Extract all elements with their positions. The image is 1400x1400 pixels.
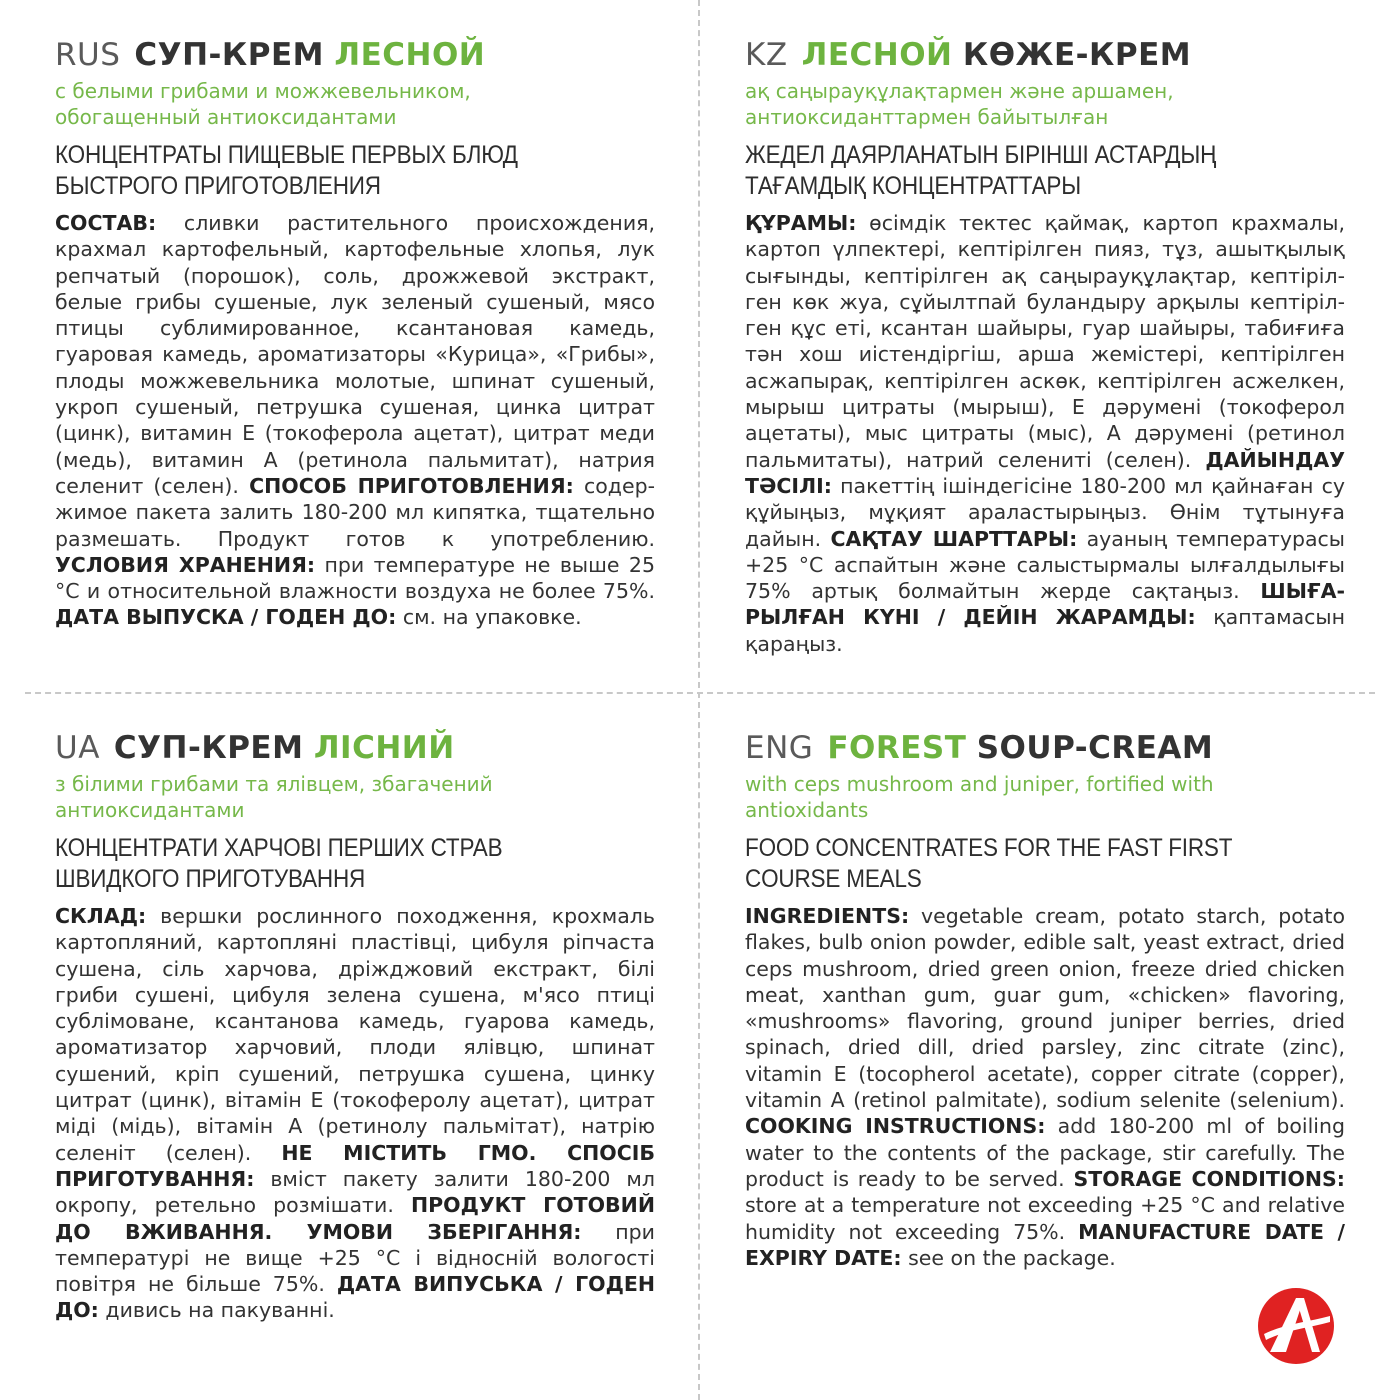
title-word-forest: ЛЕСНОЙ bbox=[801, 37, 953, 73]
product-category: ЖЕДЕЛ ДАЯРЛАНАТЫН БІРІНШІ АСТАРДЫҢ ТАҒАМДЫҚ КОНЦЕНТРАТТАРЫ bbox=[745, 141, 1217, 200]
product-category: КОНЦЕНТРАТИ ХАРЧОВІ ПЕРШИХ СТРАВ ШВИДКОГО ПРИГОТУВАННЯ bbox=[55, 834, 503, 893]
storage-heading: ПРОДУКТ ГОТОВИЙ ДО ВЖИВАННЯ. УМОВИ ЗБЕРІГАННЯ: bbox=[55, 1193, 655, 1244]
ingredients-heading: СКЛАД: bbox=[55, 904, 147, 928]
product-description bbox=[55, 903, 655, 1324]
cooking-text: пакеттің ішіндегісіне 180-200 мл қайнаған су құйыңыз, мұқият араластырыңыз. Өнім тұтынуға дайын. bbox=[745, 473, 1345, 551]
product-title-kz bbox=[745, 34, 1345, 76]
storage-text: при температурі не вище +25 °С і відносній вологості повітря не більше 75%. bbox=[55, 1219, 655, 1297]
ingredients-text: өсімдік тектес қаймақ, картоп крахмалы, картоп үлпектері, кептірілген пияз, тұз, ашытқылық сығынды, кептірілген ақ саңырауқұлақтар, кептірілген көк жуа, сұйылтпай буландыру арқылы кептірілген құс еті, ксантан шайыры, гуар шайыры, табиғиға тән хош иістендіргіш, арша жемістері, кептірілген асжапырақ, кептірілген аскөк, кептірілген асжелкен, мырыш цитраты (мырыш), Е дәрумені (токоферол ацетаты), мыс цитраты (мыс), А дәрумені (ретинол пальмитаты), натрий селениті (селен). bbox=[745, 211, 1345, 472]
cooking-text: содержимое пакета залить 180-200 мл кипятка, тщательно размешать. Продукт готов к употреблению. bbox=[55, 473, 655, 551]
product-category: КОНЦЕНТРАТЫ ПИЩЕВЫЕ ПЕРВЫХ БЛЮД БЫСТРОГО ПРИГОТОВЛЕНИЯ bbox=[55, 141, 518, 200]
title-word-soup-cream: СУП-КРЕМ bbox=[113, 730, 304, 766]
title-word-forest: ЛІСНИЙ bbox=[313, 730, 455, 766]
product-description bbox=[745, 210, 1345, 657]
storage-text: store at a temperature not exceeding +25 °C and relative humidity not exceeding 75%. bbox=[745, 1193, 1345, 1244]
storage-heading: УСЛОВИЯ ХРАНЕНИЯ: bbox=[55, 552, 316, 577]
product-title-eng bbox=[745, 727, 1345, 769]
horizontal-cut-line bbox=[25, 692, 1375, 694]
date-text: see on the package. bbox=[901, 1245, 1116, 1270]
date-text: қаптамасын қараңыз. bbox=[745, 605, 1345, 656]
storage-heading: САҚТАУ ШАРТТАРЫ: bbox=[830, 526, 1078, 551]
ingredients-heading: СОСТАВ: bbox=[55, 211, 157, 235]
product-subtitle: с белыми грибами и можжевельником, обогащенный антиоксидантами bbox=[55, 79, 471, 129]
product-subtitle: ақ саңырауқұлақтармен және аршамен, антиоксиданттармен байытылған bbox=[745, 79, 1174, 129]
title-word-forest: ЛЕСНОЙ bbox=[334, 37, 486, 73]
panel-rus bbox=[55, 34, 655, 631]
cooking-heading: ДАЙЫНДАУ ТӘСІЛІ: bbox=[745, 447, 1345, 498]
product-title-ua bbox=[55, 727, 655, 769]
ingredients-text: vegetable cream, potato starch, potato flakes, bulb onion powder, edible salt, yeast extract, dried ceps mushroom, dried green onion, freeze dried chicken meat, xanthan gum, guar gum, «chicken» flavoring, «mushrooms» flavoring, ground juniper berries, dried spinach, dried dill, dried parsley, zinc citrate (zinc), vitamin E (tocopherol acetate), copper citrate (copper), vitamin A (retinol palmitate), sodium selenite (selenium). bbox=[745, 904, 1345, 1113]
gmo-cooking-heading: НЕ МІСТИТЬ ГМО. СПОСІБ ПРИГОТУВАННЯ: bbox=[55, 1140, 655, 1191]
ingredients-heading: INGREDIENTS: bbox=[745, 904, 910, 928]
date-heading: MANUFACTURE DATE / EXPIRY DATE: bbox=[745, 1219, 1346, 1270]
title-word-forest: FOREST bbox=[827, 730, 967, 766]
product-subtitle: з білими грибами та ялівцем, збагачений антиоксидантами bbox=[55, 772, 493, 822]
date-heading: ШЫҒАРЫЛҒАН КҮНІ / ДЕЙІН ЖАРАМДЫ: bbox=[745, 579, 1345, 630]
ingredients-text: сливки растительного происхождения, крахмал картофельный, картофельные хлопья, лук репчатый (порошок), соль, дрожжевой экстракт, белые грибы сушеные, лук зеленый сушеный, мясо птицы сублимированное, ксантановая камедь, гуаровая камедь, ароматизаторы «Курица», «Грибы», плоды можжевельника молотые, шпинат сушеный, укроп сушеный, петрушка сушеная, цинка цитрат (цинк), витамин Е (токоферола ацетат), цитрат меди (медь), витамин А (ретинола пальмитат), натрия селенит (селен). bbox=[55, 211, 655, 498]
panel-kz bbox=[745, 34, 1345, 657]
brand-logo-icon bbox=[1256, 1286, 1336, 1366]
date-text: дивись на пакуванні. bbox=[98, 1298, 335, 1323]
cooking-heading: COOKING INSTRUCTIONS: bbox=[745, 1114, 1046, 1139]
title-word-soup-cream: КӨЖЕ-КРЕМ bbox=[962, 37, 1192, 73]
title-word-soup-cream: СУП-КРЕМ bbox=[134, 37, 324, 73]
product-subtitle: with ceps mushroom and juniper, fortified with antioxidants bbox=[745, 772, 1214, 822]
panel-ua bbox=[55, 727, 655, 1324]
ingredients-heading: ҚҰРАМЫ: bbox=[745, 211, 857, 235]
title-word-soup-cream: SOUP-CREAM bbox=[976, 730, 1214, 766]
product-title-rus bbox=[55, 34, 655, 76]
storage-text: ауаның температурасы +25 °С аспайтын және салыстырмалы ылғалдылығы 75% артық болмайтын жерде сақтаңыз. bbox=[745, 526, 1345, 604]
product-description bbox=[55, 210, 655, 631]
product-description bbox=[745, 903, 1345, 1271]
vertical-cut-line bbox=[698, 0, 700, 1400]
date-heading: ДАТА ВИПУСЬКА / ГОДЕН ДО: bbox=[55, 1272, 655, 1323]
cooking-text: вміст пакету залити 180-200 мл окропу, ретельно розмішати. bbox=[55, 1166, 655, 1218]
cooking-heading: СПОСОБ ПРИГОТОВЛЕНИЯ: bbox=[249, 473, 574, 498]
product-category: FOOD CONCENTRATES FOR THE FAST FIRST COURSE MEALS bbox=[745, 834, 1233, 893]
cooking-text: add 180-200 ml of boiling water to the contents of the package, stir carefully. The product is ready to be served. bbox=[745, 1114, 1345, 1191]
ingredients-text: вершки рослинного походження, крохмаль картопляний, картопляні пластівці, цибуля ріпчаста сушена, сіль харчова, дріжджовий екстракт, білі гриби сушені, цибуля зелена сушена, м'ясо птиці сублімоване, ксантанова камедь, гуарова камедь, ароматизатор харчовий, плоди ялівцю, шпинат сушений, кріп сушений, петрушка сушена, цинку цитрат (цинк), вітамін Е (токоферолу ацетат), цитрат міді (мідь), вітамін А (ретинолу пальмітат), натрію селеніт (селен). bbox=[55, 904, 655, 1165]
storage-heading: STORAGE CONDITIONS: bbox=[1073, 1166, 1345, 1191]
language-code: KZ bbox=[745, 37, 788, 73]
language-code: ENG bbox=[745, 730, 814, 766]
language-code: RUS bbox=[55, 37, 121, 73]
date-text: см. на упаковке. bbox=[396, 605, 582, 630]
storage-text: при температуре не выше 25 °С и относительной влажности воздуха не более 75%. bbox=[55, 552, 655, 604]
date-heading: ДАТА ВЫПУСКА / ГОДЕН ДО: bbox=[55, 605, 397, 630]
language-code: UA bbox=[55, 730, 100, 766]
panel-eng bbox=[745, 727, 1345, 1271]
